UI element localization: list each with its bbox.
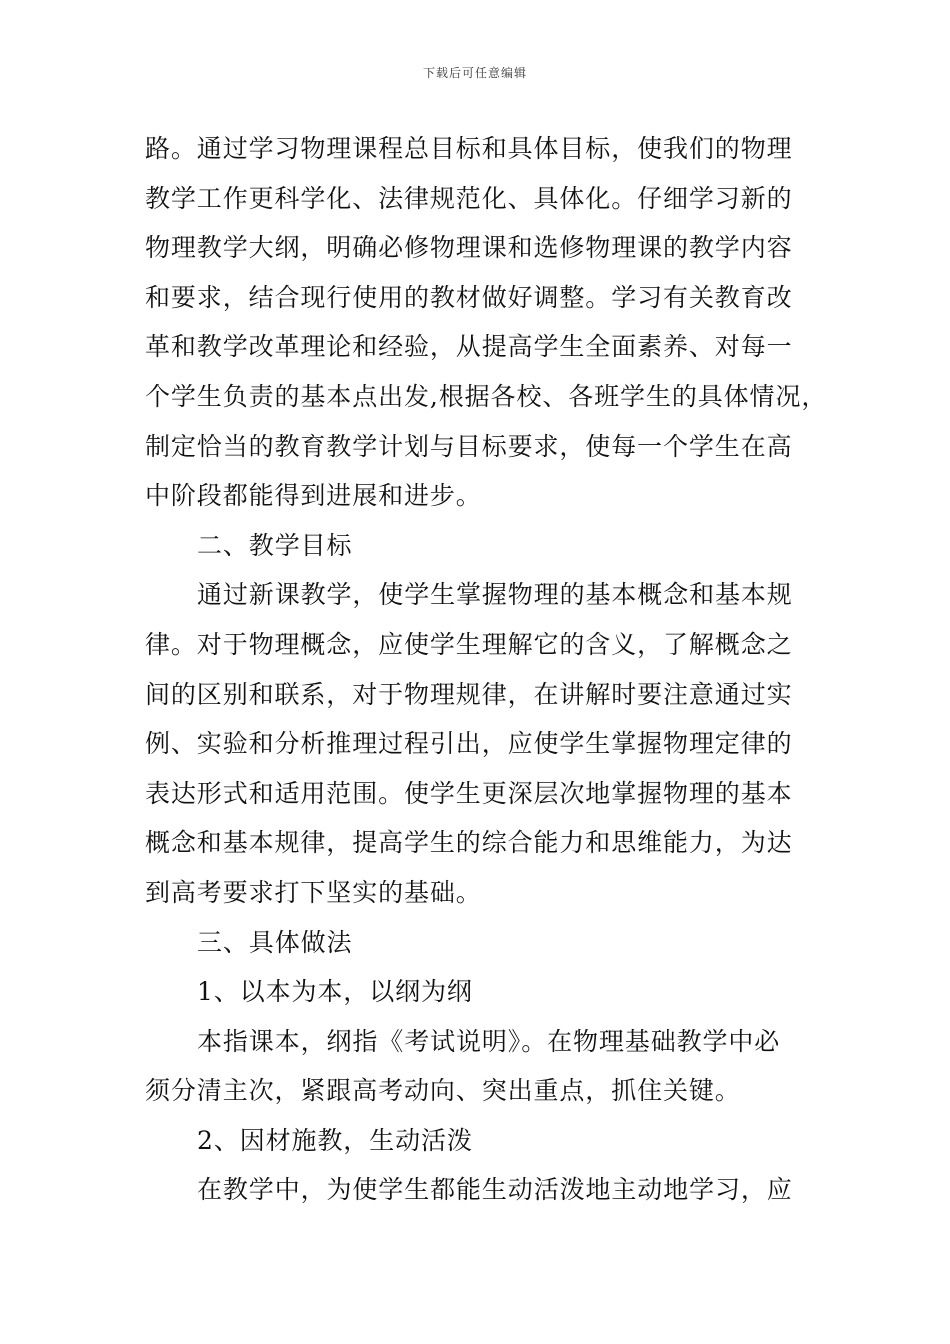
subsection-heading: 1、以本为本，以纲为纲 <box>197 977 473 1007</box>
text-line: 间的区别和联系，对于物理规律，在讲解时要注意通过实 <box>145 679 793 709</box>
text-line: 制定恰当的教育教学计划与目标要求，使每一个学生在高 <box>145 431 793 461</box>
text-line: 个学生负责的基本点出发,根据各校、各班学生的具体情况， <box>145 381 828 411</box>
text-line: 中阶段都能得到进展和进步。 <box>145 481 482 511</box>
text-line: 例、实验和分析推理过程引出，应使学生掌握物理定律的 <box>145 729 793 759</box>
text-line: 本指课本，纲指《考试说明》。在物理基础教学中必 <box>197 1026 781 1056</box>
text-line: 律。对于物理概念，应使学生理解它的含义，了解概念之 <box>145 629 793 659</box>
text-line: 教学工作更科学化、法律规范化、具体化。仔细学习新的 <box>145 183 793 213</box>
text-line: 通过新课教学，使学生掌握物理的基本概念和基本规 <box>197 580 793 610</box>
subsection-heading: 2、因材施教，生动活泼 <box>197 1125 473 1155</box>
text-line: 和要求，结合现行使用的教材做好调整。学习有关教育改 <box>145 282 793 312</box>
text-line: 到高考要求打下坚实的基础。 <box>145 877 482 907</box>
text-line: 表达形式和适用范围。使学生更深层次地掌握物理的基本 <box>145 778 793 808</box>
section-heading: 三、具体做法 <box>197 927 353 957</box>
document-body <box>145 124 828 1215</box>
text-line: 须分清主次，紧跟高考动向、突出重点，抓住关键。 <box>145 1076 741 1106</box>
page-header-note: 下载后可任意编辑 <box>422 66 527 80</box>
text-line: 革和教学改革理论和经验，从提高学生全面素养、对每一 <box>145 332 793 362</box>
text-line: 在教学中，为使学生都能生动活泼地主动地学习，应 <box>197 1175 793 1205</box>
text-line: 路。通过学习物理课程总目标和具体目标，使我们的物理 <box>145 134 793 163</box>
text-line: 物理教学大纲，明确必修物理课和选修物理课的教学内容 <box>145 233 793 263</box>
text-line: 概念和基本规律，提高学生的综合能力和思维能力，为达 <box>145 828 793 858</box>
section-heading: 二、教学目标 <box>197 530 353 560</box>
